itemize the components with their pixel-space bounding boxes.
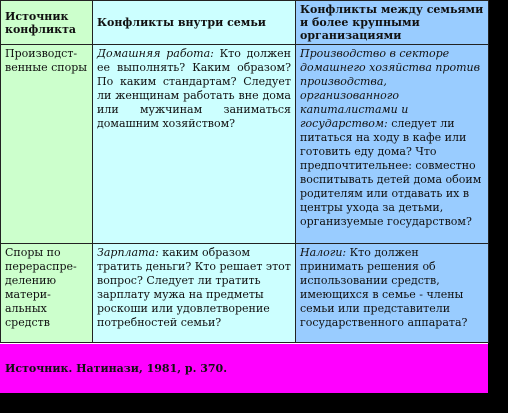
between-body-text: Кто должен принимать решения об использовании средств, имеющихся в семье - члены семьи или представители государственного аппарата? bbox=[300, 246, 468, 329]
table-row bbox=[1, 45, 489, 244]
between-lead-text: Налоги: bbox=[300, 246, 347, 259]
row-between-cell bbox=[296, 45, 489, 244]
source-footer bbox=[0, 344, 488, 393]
header-inside-family: Конфликты внутри семьи bbox=[93, 1, 296, 45]
header-between-families: Конфликты между семьями и более крупными организациями bbox=[296, 1, 489, 45]
header-source: Источник конфликта bbox=[1, 1, 93, 45]
row-source-cell: Споры по перераспре-делению матери-альных средств bbox=[1, 244, 93, 343]
table-row bbox=[1, 244, 489, 343]
inside-body-text: каким образом тратить деньги? Кто решает этот вопрос? Следует ли тратить зарплату мужа на предметы роскоши или удовлетворение потребностей семьи? bbox=[97, 246, 291, 329]
inside-lead-text: Домашняя работа: bbox=[97, 47, 214, 60]
table-header-row bbox=[1, 1, 489, 45]
source-citation: Источник. Натинази, 1981, р. 370. bbox=[5, 362, 228, 375]
inside-body-text: Кто должен ее выполнять? Каким образом? По каким стандартам? Следует ли женщинам работать вне дома или мужчинам заниматься домашним хозяйством? bbox=[97, 47, 292, 130]
row-inside-cell bbox=[93, 45, 296, 244]
row-between-cell bbox=[296, 244, 489, 343]
row-inside-cell bbox=[93, 244, 296, 343]
between-body-text: следует ли питаться на ходу в кафе или готовить еду дома? Что предпочтительнее: совместно воспитывать детей дома обоим родителям или отдавать их в центры ухода за детьми, организуемые государством? bbox=[300, 117, 482, 228]
inside-lead-text: Зарплата: bbox=[97, 246, 159, 259]
row-source-cell: Производст-венные споры bbox=[1, 45, 93, 244]
between-lead-text: Производство в секторе домашнего хозяйства против производства, организованного капиталистами и государством: bbox=[300, 47, 481, 130]
